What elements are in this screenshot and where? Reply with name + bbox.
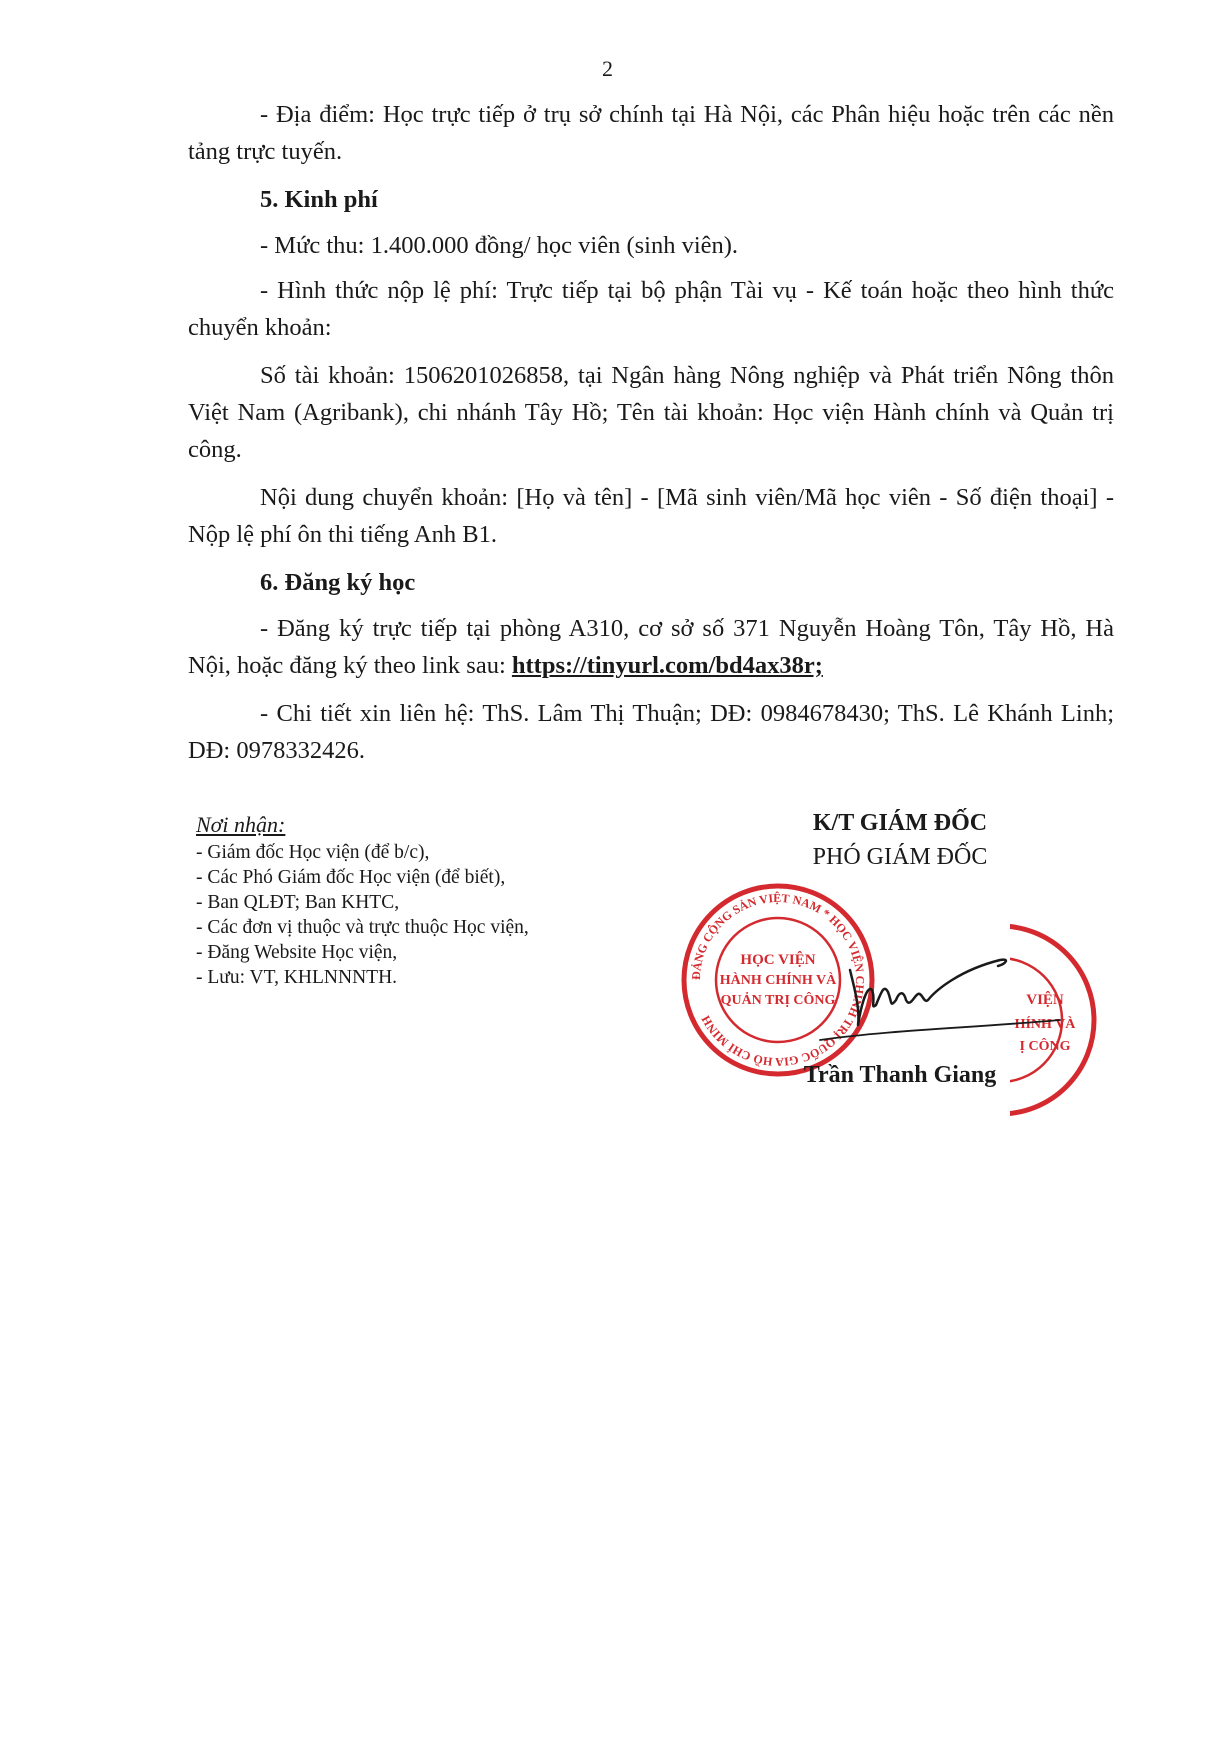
fee-paragraph: - Mức thu: 1.400.000 đồng/ học viên (sinh viên). bbox=[260, 232, 739, 259]
section-6-heading: 6. Đăng ký học bbox=[260, 569, 416, 596]
recipient-item: - Ban QLĐT; Ban KHTC, bbox=[196, 892, 400, 913]
location-paragraph: - Địa điểm: Học trực tiếp ở trụ sở chính tại Hà Nội, các Phân hiệu hoặc trên các nền tảng trực tuyến. bbox=[188, 101, 1114, 165]
register-link[interactable]: https://tinyurl.com/bd4ax38r; bbox=[511, 652, 823, 679]
page-number: 2 bbox=[602, 56, 613, 81]
recipient-item: - Các Phó Giám đốc Học viện (để biết), bbox=[196, 867, 506, 888]
recipient-item: - Các đơn vị thuộc và trực thuộc Học viện, bbox=[196, 917, 529, 938]
recipients-title: Nơi nhận: bbox=[196, 812, 286, 837]
payment-method-paragraph: - Hình thức nộp lệ phí: Trực tiếp tại bộ phận Tài vụ - Kế toán hoặc theo hình thức chuyển khoản: bbox=[188, 277, 1114, 341]
seal-ring-text: ĐẢNG CỘNG SẢN VIỆT NAM * HỌC VIỆN CHÍNH TRỊ QUỐC GIA HỒ CHÍ MINH bbox=[688, 890, 868, 1070]
contact-paragraph: - Chi tiết xin liên hệ: ThS. Lâm Thị Thuận; DĐ: 0984678430; ThS. Lê Khánh Linh; DĐ: 0978332426. bbox=[188, 700, 1114, 764]
seal-line-3: QUẢN TRỊ CÔNG bbox=[720, 993, 836, 1008]
transfer-content-paragraph: Nội dung chuyển khoản: [Họ và tên] - [Mã sinh viên/Mã học viên - Số điện thoại] - Nộp lệ phí ôn thi tiếng Anh B1. bbox=[188, 484, 1114, 548]
recipient-item: - Lưu: VT, KHLNNNTH. bbox=[196, 967, 398, 988]
register-paragraph bbox=[188, 610, 1114, 684]
recipients-block bbox=[196, 812, 656, 990]
section-5-heading: 5. Kinh phí bbox=[260, 186, 378, 213]
document-body bbox=[188, 96, 1114, 780]
signature-subtitle: PHÓ GIÁM ĐỐC bbox=[812, 844, 988, 870]
handwritten-signature bbox=[810, 930, 1070, 1055]
svg-text:HÍNH VÀ: HÍNH VÀ bbox=[1014, 1017, 1076, 1032]
signer-name: Trần Thanh Giang bbox=[803, 1062, 997, 1088]
recipient-item: - Giám đốc Học viện (để b/c), bbox=[196, 842, 430, 863]
register-text: - Đăng ký trực tiếp tại phòng A310, cơ sở số 371 Nguyễn Hoàng Tôn, Tây Hồ, Hà Nội, hoặc đăng ký theo link sau: bbox=[188, 615, 1114, 679]
recipients-list bbox=[196, 840, 656, 990]
svg-text:VIỆN: VIỆN bbox=[1026, 992, 1064, 1008]
recipient-item: - Đăng Website Học viện, bbox=[196, 942, 398, 963]
seal-line-1: HỌC VIỆN bbox=[740, 952, 816, 968]
signature-title: K/T GIÁM ĐỐC bbox=[812, 810, 988, 836]
svg-text:Ị CÔNG: Ị CÔNG bbox=[1019, 1039, 1071, 1054]
seal-line-2: HÀNH CHÍNH VÀ bbox=[719, 973, 837, 988]
signature-block bbox=[688, 810, 1100, 1150]
account-paragraph: Số tài khoản: 1506201026858, tại Ngân hàng Nông nghiệp và Phát triển Nông thôn Việt Nam (Agribank), chi nhánh Tây Hồ; Tên tài khoản: Học viện Hành chính và Quản trị công. bbox=[188, 362, 1114, 463]
